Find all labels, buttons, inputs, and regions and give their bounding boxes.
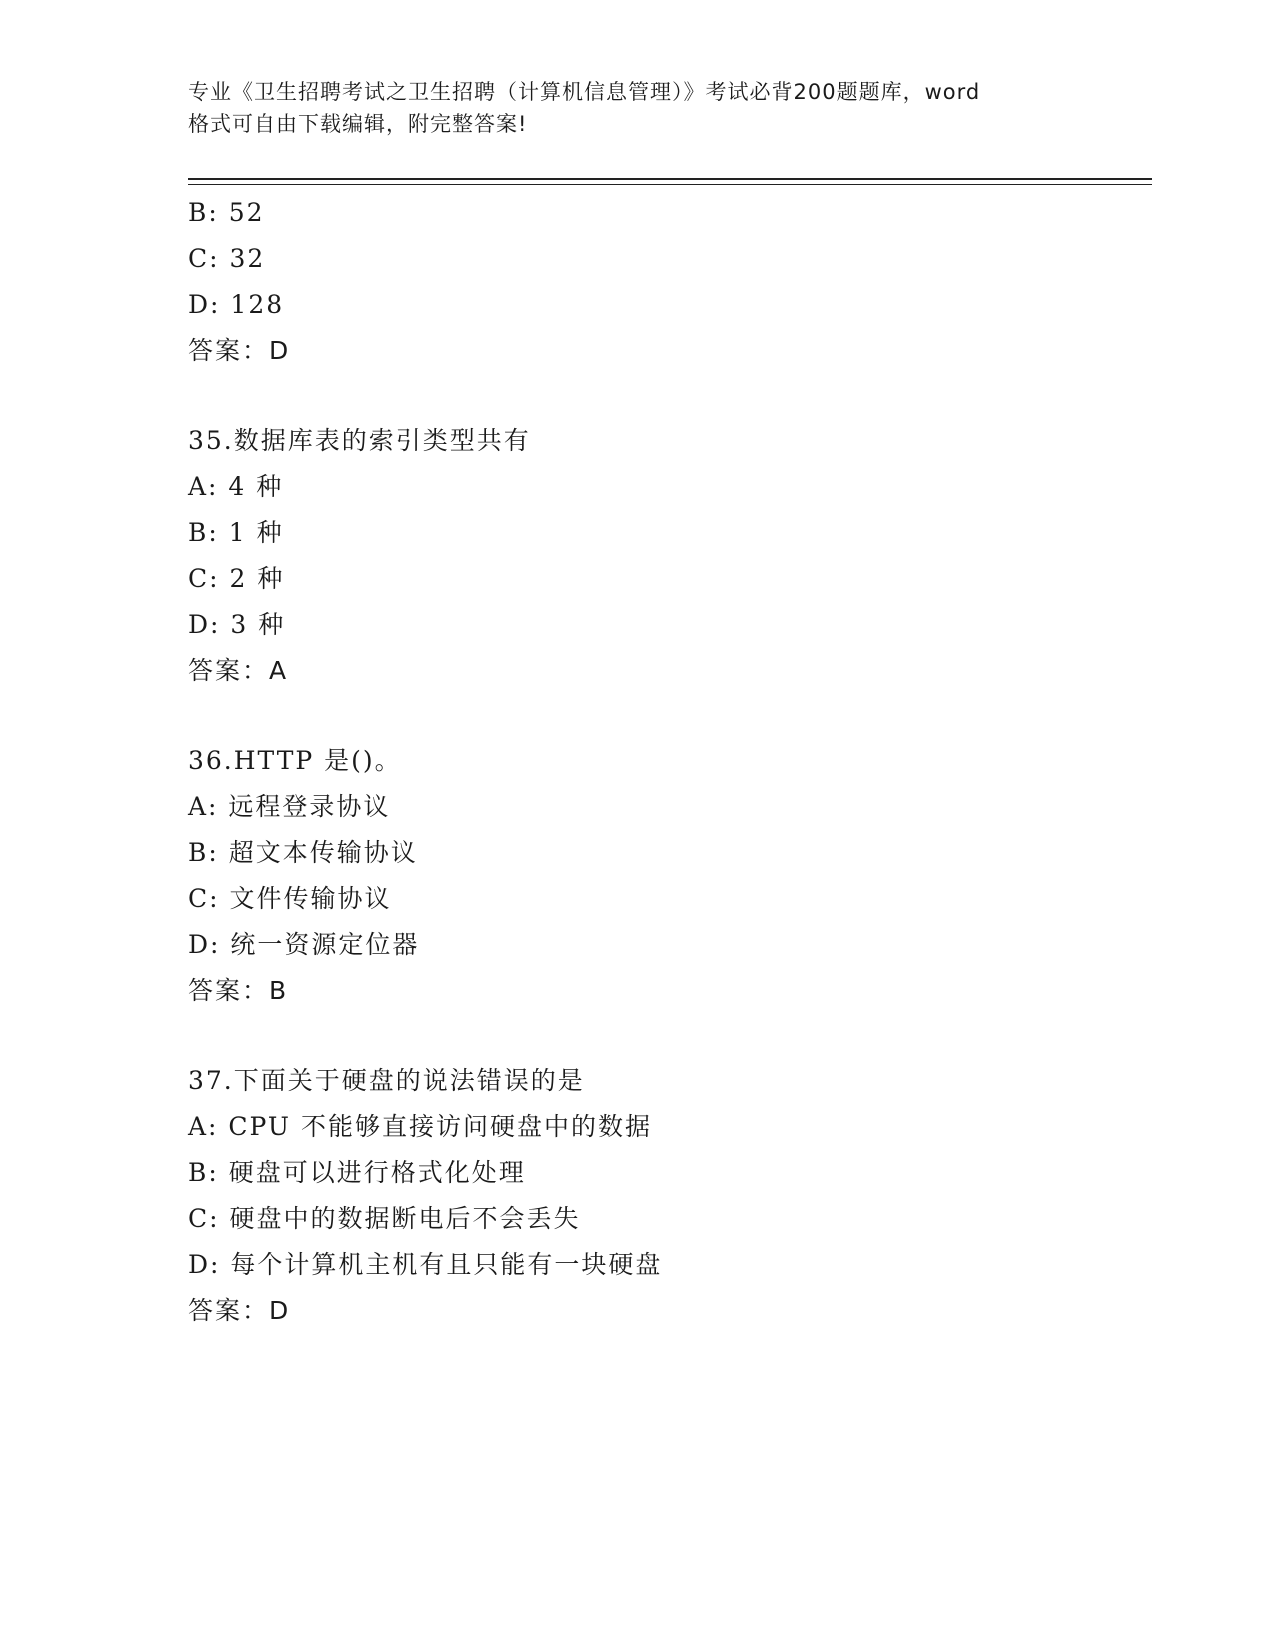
option-d: D: 3 种: [188, 610, 286, 639]
question-35: [188, 418, 1148, 694]
answer: 答案：A: [188, 656, 289, 685]
option-a: A: 远程登录协议: [188, 792, 391, 821]
header-line-1: 专业《卫生招聘考试之卫生招聘（计算机信息管理）》考试必背200题题库，word: [188, 80, 981, 104]
option-b: B: 硬盘可以进行格式化处理: [188, 1158, 526, 1187]
question-text: 35.数据库表的索引类型共有: [188, 426, 531, 455]
question-34: [188, 190, 1148, 374]
header-line-2: 格式可自由下载编辑，附完整答案!: [188, 112, 528, 136]
answer: 答案：D: [188, 336, 291, 365]
option-c: C: 2 种: [188, 564, 285, 593]
option-d: D: 每个计算机主机有且只能有一块硬盘: [188, 1250, 663, 1279]
option-b: B: 1 种: [188, 518, 284, 547]
answer: 答案：B: [188, 976, 289, 1005]
option-b: B: 52: [188, 198, 265, 227]
question-text: 36.HTTP 是()。: [188, 746, 402, 775]
question-36: [188, 738, 1148, 1014]
option-b: B: 超文本传输协议: [188, 838, 418, 867]
document-header: [188, 76, 1088, 140]
option-d: D: 统一资源定位器: [188, 930, 420, 959]
header-divider: [188, 178, 1152, 185]
document-page: [188, 0, 1148, 1650]
option-c: C: 32: [188, 244, 266, 273]
question-37: [188, 1058, 1148, 1334]
answer: 答案：D: [188, 1296, 291, 1325]
question-text: 37.下面关于硬盘的说法错误的是: [188, 1066, 585, 1095]
option-c: C: 文件传输协议: [188, 884, 392, 913]
option-d: D: 128: [188, 290, 285, 319]
option-a: A: 4 种: [188, 472, 284, 501]
option-a: A: CPU 不能够直接访问硬盘中的数据: [188, 1112, 652, 1141]
question-list: [188, 190, 1148, 1334]
option-c: C: 硬盘中的数据断电后不会丢失: [188, 1204, 581, 1233]
